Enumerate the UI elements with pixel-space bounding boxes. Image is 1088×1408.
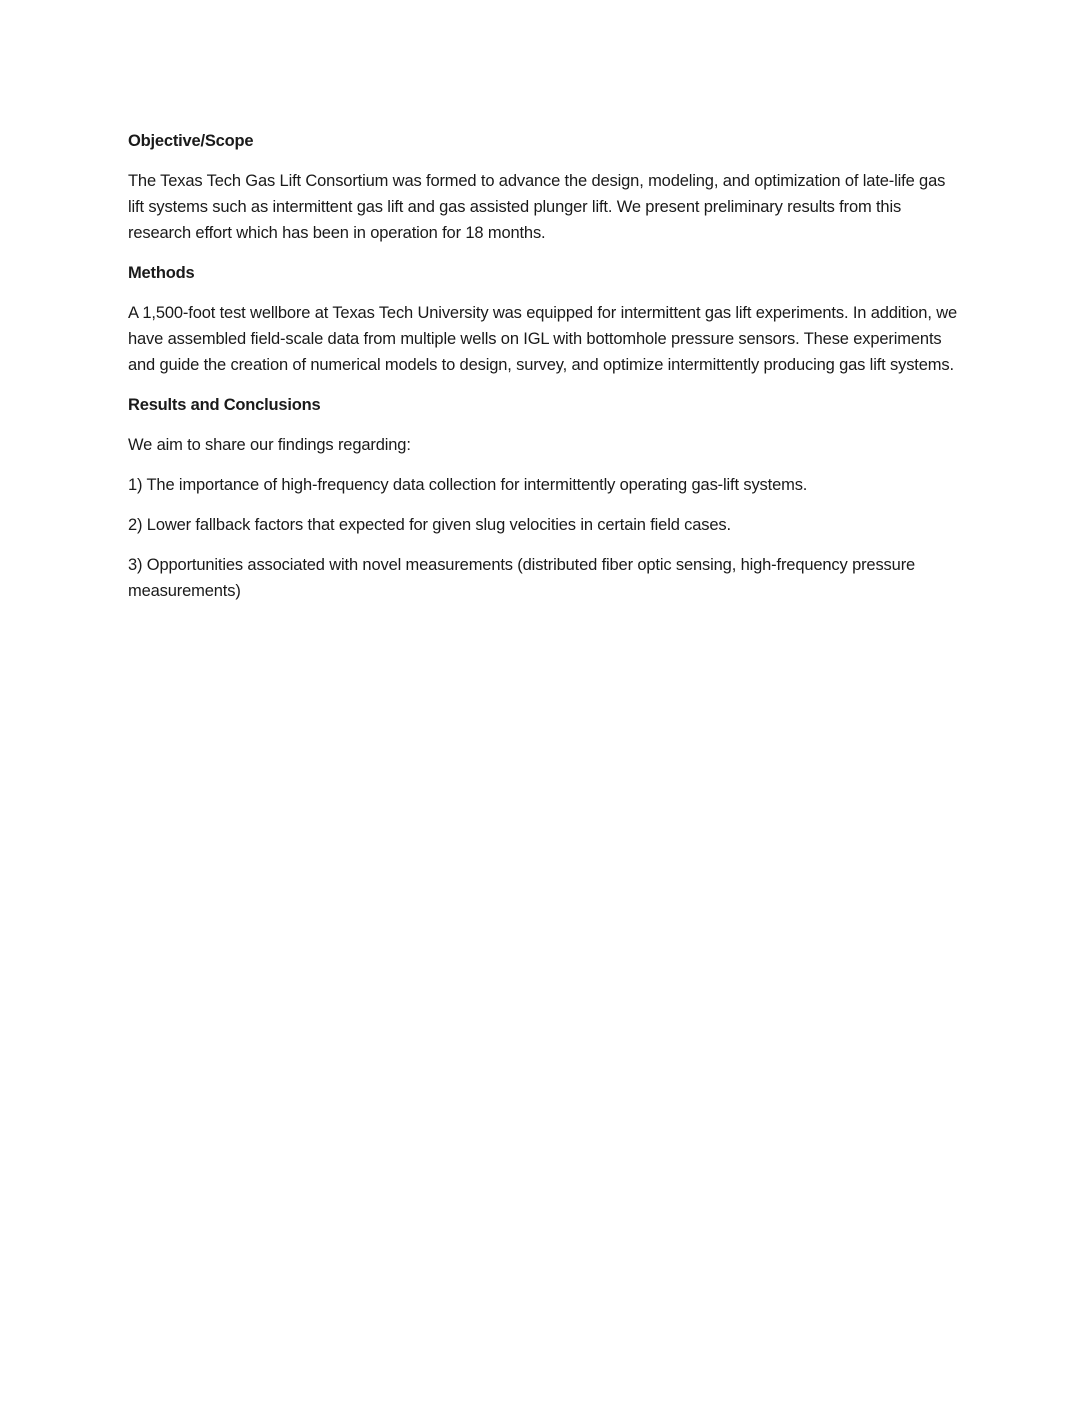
- section-heading-results-conclusions: Results and Conclusions: [128, 396, 321, 414]
- finding-item: 2) Lower fallback factors that expected for given slug velocities in certain field cases.: [128, 516, 731, 534]
- section-heading-objective-scope: Objective/Scope: [128, 132, 254, 150]
- paragraph-results-intro: We aim to share our findings regarding:: [128, 436, 411, 454]
- paragraph-methods: A 1,500-foot test wellbore at Texas Tech University was equipped for intermittent gas lift experiments. In addition, we have assembled field-scale data from multiple wells on IGL with bottomhole pressure sensors. These experiments and guide the creation of numerical models to design, survey, and optimize intermittently producing gas lift systems.: [128, 304, 957, 374]
- paragraph-objective-scope: The Texas Tech Gas Lift Consortium was formed to advance the design, modeling, and optimization of late-life gas lift systems such as intermittent gas lift and gas assisted plunger lift. We present preliminary results from this research effort which has been in operation for 18 months.: [128, 172, 946, 242]
- document-page: [128, 128, 960, 618]
- finding-item: 1) The importance of high-frequency data collection for intermittently operating gas-lift systems.: [128, 476, 808, 494]
- finding-item: 3) Opportunities associated with novel measurements (distributed fiber optic sensing, high-frequency pressure measurements): [128, 556, 916, 600]
- section-heading-methods: Methods: [128, 264, 195, 282]
